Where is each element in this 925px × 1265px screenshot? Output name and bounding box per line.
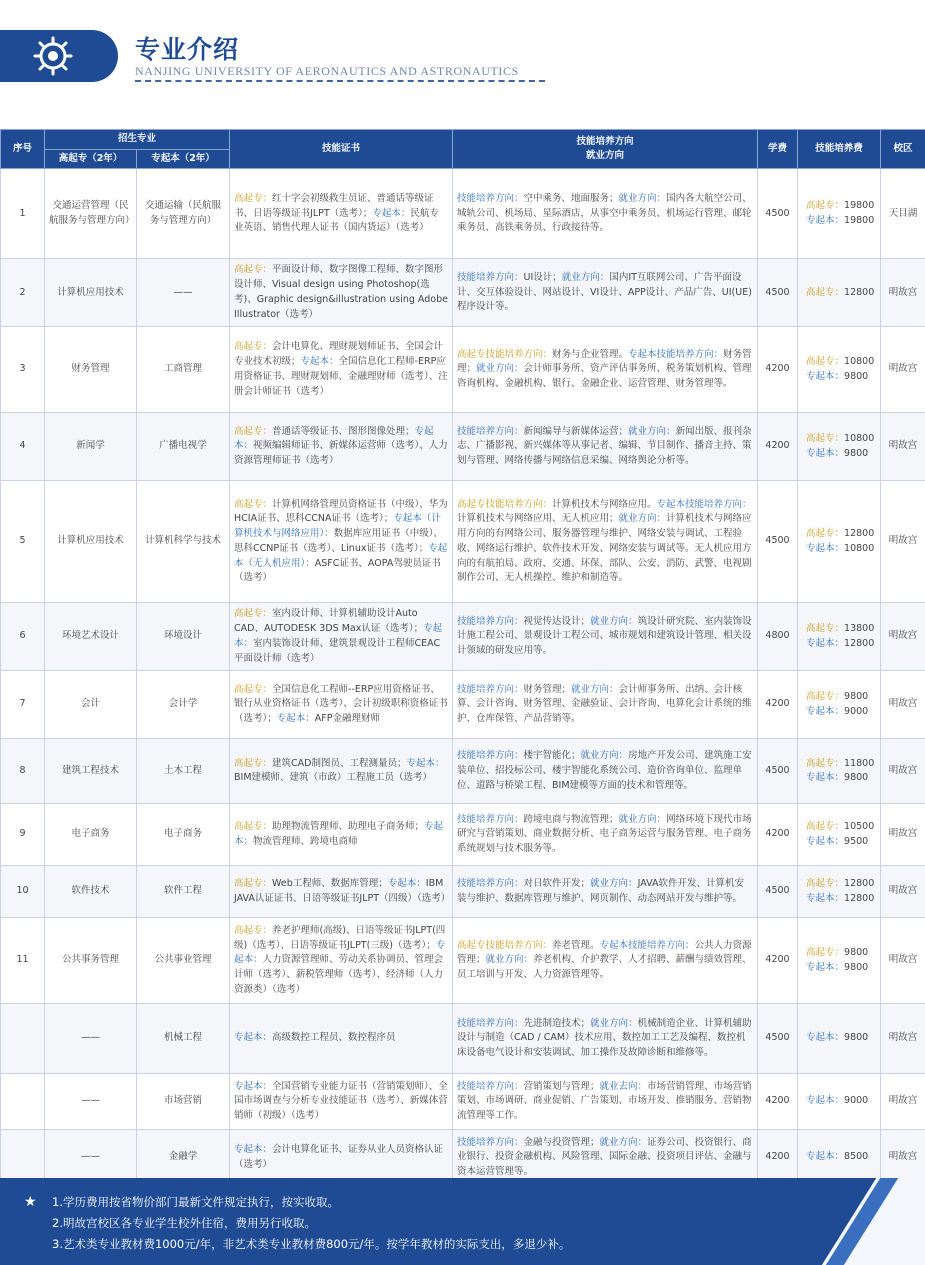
cell-campus: 明故宫 (881, 739, 925, 804)
col-header-fee: 学费 (758, 130, 798, 169)
cell-seq: 10 (1, 866, 45, 918)
col-header-seq: 序号 (1, 130, 45, 169)
cell-gaozhuan: 环境艺术设计 (45, 603, 137, 671)
cell-skill-fee (798, 1004, 881, 1074)
cell-direction: 技能培养方向：对日软件开发；就业方向：JAVA软件开发、计算机安装与维护、数据库管理与维护、网页制作、动态网站开发与维护等。 (453, 866, 758, 918)
cell-direction: 技能培养方向：金融与投资管理；就业方向：证券公司、投资银行、商业银行、投资金融机构、风险管理、国际金融、投资项目评估、金融与资本运营管理等。 (453, 1130, 758, 1186)
cell-fee: 4500 (758, 866, 798, 918)
cell-cert: 高起专：平面设计师、数字图像工程师、数字图形设计师、Visual design using Photoshop(选考)、Graphic design&illustration using Adobe Illustrator（选考） (230, 259, 453, 327)
title-divider (135, 80, 545, 82)
skill-fee-line: 专起本：9800 (806, 447, 869, 459)
skill-fee-line: 高起专：10500 (806, 821, 875, 833)
cell-gaozhuan: 电子商务 (45, 804, 137, 866)
footer-notes (24, 1192, 570, 1255)
page-title: 专业介绍 (135, 35, 240, 64)
skill-fee-line: 专起本：19800 (806, 214, 875, 226)
majors-table (0, 129, 925, 1186)
cell-campus: 明故宫 (881, 327, 925, 413)
cell-skill-fee (798, 259, 881, 327)
cell-campus: 明故宫 (881, 866, 925, 918)
cell-fee: 4200 (758, 327, 798, 413)
cell-fee: 4200 (758, 413, 798, 481)
cell-gaozhuan: 交通运营管理（民航服务与管理方向） (45, 169, 137, 259)
skill-fee-line: 专起本：9800 (806, 1032, 869, 1044)
cell-cert: 高起专：会计电算化、理财规划师证书、全国会计专业技术初级；专起本：全国信息化工程师-ERP应用资格证书、理财规划师、金融理财师（选考）、注册会计师证书（选考） (230, 327, 453, 413)
skill-fee-line: 专起本：9000 (806, 705, 869, 717)
cell-skill-fee (798, 481, 881, 603)
skill-fee-line: 专起本：9800 (806, 961, 869, 973)
col-header-gaozhuan: 高起专（2年） (45, 149, 137, 169)
skill-fee-line: 专起本：9500 (806, 835, 869, 847)
cell-campus: 明故宫 (881, 413, 925, 481)
cell-cert: 高起专：室内设计师、计算机辅助设计Auto CAD、AUTODESK 3DS Max认证（选考）；专起本：室内装饰设计师、建筑景观设计工程师CEAC平面设计师（选考） (230, 603, 453, 671)
cell-fee: 4500 (758, 481, 798, 603)
cell-cert: 专起本：高级数控工程员、数控程序员 (230, 1004, 453, 1074)
table-row (1, 327, 925, 413)
col-header-campus: 校区 (881, 130, 925, 169)
cell-campus: 天目湖 (881, 169, 925, 259)
cell-zhuanben: —— (137, 259, 230, 327)
cell-seq: 6 (1, 603, 45, 671)
cell-cert: 高起专：养老护理师(高级)、日语等级证书JLPT(四级)（选考）、日语等级证书JLPT(三级)（选考）；专起本：人力资源管理师、劳动关系协调员、管理会计师（选考）、薪税管理师（选考）、经济师（人力资源类）（选考） (230, 918, 453, 1004)
cell-direction: 技能培养方向：空中乘务、地面服务；就业方向：国内各大航空公司、城轨公司、机场局、星际酒店，从事空中乘务员、机场运行管理、邮轮乘务员、高铁乘务员、行政接待等。 (453, 169, 758, 259)
cell-skill-fee (798, 804, 881, 866)
cell-direction: 高起专技能培养方向：财务与企业管理。专起本技能培养方向：财务管理；就业方向：会计师事务所、资产评估事务所、税务策划机构、管理咨询机构、金融机构、银行、金融企业、运营管理、财务管理等。 (453, 327, 758, 413)
skill-fee-line: 高起专：10800 (806, 433, 875, 445)
table-row (1, 413, 925, 481)
cell-zhuanben: 土木工程 (137, 739, 230, 804)
footer-note-1: 1.学历费用按省物价部门最新文件规定执行，按实收取。 (52, 1195, 339, 1209)
cell-gaozhuan: 计算机应用技术 (45, 259, 137, 327)
table-row (1, 603, 925, 671)
cell-campus: 明故宫 (881, 1004, 925, 1074)
table-row (1, 671, 925, 739)
cell-cert: 高起专：全国信息化工程师--ERP应用资格证书、银行从业资格证书（选考）、会计初级职称资格证书（选考）；专起本：AFP金融理财师 (230, 671, 453, 739)
cell-direction: 技能培养方向：跨境电商与物流管理；就业方向：网络环境下现代市场研究与营销策划、商业数据分析、电子商务运营与服务管理、电子商务系统规划与技术服务等。 (453, 804, 758, 866)
table-row (1, 1004, 925, 1074)
skill-fee-line: 高起专：12800 (806, 286, 875, 298)
cell-zhuanben: 市场营销 (137, 1074, 230, 1130)
cell-skill-fee (798, 327, 881, 413)
cell-fee: 4500 (758, 259, 798, 327)
col-header-enroll: 招生专业 (45, 130, 230, 150)
cell-fee: 4200 (758, 1074, 798, 1130)
cell-fee: 4200 (758, 804, 798, 866)
cell-fee: 4800 (758, 603, 798, 671)
cell-seq (1, 1074, 45, 1130)
table-row (1, 259, 925, 327)
skill-fee-line: 专起本：9000 (806, 1095, 869, 1107)
cell-fee: 4200 (758, 1130, 798, 1186)
cell-cert: 专起本：会计电算化证书、证券从业人员资格认证（选考） (230, 1130, 453, 1186)
cell-cert: 高起专：计算机网络管理员资格证书（中级）、华为HCIA证书、思科CCNA证书（选考）；专起本（计算机技术与网络应用）：数据库应用证书（中级）、思科CCNP证书（选考）、Linux证书（选考）；专起本（无人机应用）：ASFC证书、AOPA驾驶员证书（选考） (230, 481, 453, 603)
cell-fee: 4500 (758, 169, 798, 259)
cell-zhuanben: 金融学 (137, 1130, 230, 1186)
skill-fee-line: 专起本：9800 (806, 370, 869, 382)
cell-direction: 技能培养方向：财务管理；就业方向：会计师事务所、出纳、会计核算、会计咨询、财务管理、金融验证、会计咨询、电算化会计系统的维护、仓库保管、产品营销等。 (453, 671, 758, 739)
cell-seq: 3 (1, 327, 45, 413)
cell-skill-fee (798, 866, 881, 918)
cell-gaozhuan: 软件技术 (45, 866, 137, 918)
table-row (1, 1074, 925, 1130)
cell-skill-fee (798, 1074, 881, 1130)
cell-seq: 2 (1, 259, 45, 327)
cell-gaozhuan: 计算机应用技术 (45, 481, 137, 603)
cell-cert: 专起本：全国营销专业能力证书（营销策划师）、全国市场调查与分析专业技能证书（选考）、新媒体营销师（初级）（选考） (230, 1074, 453, 1130)
cell-fee: 4500 (758, 739, 798, 804)
skill-fee-line: 高起专：19800 (806, 200, 875, 212)
col-header-zhuanben: 专起本（2年） (137, 149, 230, 169)
cell-gaozhuan: —— (45, 1130, 137, 1186)
star-icon: ★ (24, 1194, 37, 1210)
cell-cert: 高起专：助理物流管理师、助理电子商务师；专起本：物流管理师、跨境电商师 (230, 804, 453, 866)
cell-campus: 明故宫 (881, 1130, 925, 1186)
page-subtitle: NANJING UNIVERSITY OF AERONAUTICS AND ASTRONAUTICS (135, 64, 519, 78)
skill-fee-line: 专起本：9800 (806, 772, 869, 784)
col-header-direction (453, 130, 758, 169)
cell-seq: 8 (1, 739, 45, 804)
cell-zhuanben: 软件工程 (137, 866, 230, 918)
cell-campus: 明故宫 (881, 1074, 925, 1130)
cell-seq: 4 (1, 413, 45, 481)
logo-tab (0, 30, 118, 82)
skill-fee-line: 高起专：12800 (806, 878, 875, 890)
cell-campus: 明故宫 (881, 918, 925, 1004)
footer-note-2: 2.明故宫校区各专业学生校外住宿，费用另行收取。 (52, 1216, 316, 1230)
cell-direction: 技能培养方向：楼宇智能化；就业方向：房地产开发公司、建筑施工安装单位、招投标公司、楼宇智能化系统公司、造价咨询单位、监理单位、道路与桥梁工程、BIM建模等方面的技术和管理等。 (453, 739, 758, 804)
cell-direction: 技能培养方向：新闻编导与新媒体运营；就业方向：新闻出版、报刊杂志、广播影视、新兴媒体等从事记者、编辑、节目制作、播音主持、策划与管理、网络传播与网络信息采编、网络舆论分析等。 (453, 413, 758, 481)
cell-cert: 高起专：Web工程师、数据库管理；专起本：IBM JAVA认证证书、日语等级证书JLPT（四级）（选考） (230, 866, 453, 918)
cell-gaozhuan: 公共事务管理 (45, 918, 137, 1004)
table-row (1, 804, 925, 866)
cell-cert: 高起专：普通话等级证书、图形图像处理；专起本：视频编辑师证书、新媒体运营师（选考）、人力资源管理师证书（选考） (230, 413, 453, 481)
skill-fee-line: 高起专：9800 (806, 947, 869, 959)
cell-zhuanben: 机械工程 (137, 1004, 230, 1074)
cell-campus: 明故宫 (881, 671, 925, 739)
col-header-cert: 技能证书 (230, 130, 453, 169)
cell-direction: 高起专技能培养方向：养老管理。专起本技能培养方向：公共人力资源管理；就业方向：养老机构、介护教学、人才招聘、薪酬与绩效管理、员工培训与开发、人力资源管理等。 (453, 918, 758, 1004)
cell-seq: 7 (1, 671, 45, 739)
cell-campus: 明故宫 (881, 603, 925, 671)
footer-note-3: 3.艺术类专业教材费1000元/年，非艺术类专业教材费800元/年。按学年教材的实际支出，多退少补。 (52, 1237, 571, 1251)
skill-fee-line: 专起本：8500 (806, 1151, 869, 1163)
cell-fee: 4200 (758, 918, 798, 1004)
cell-skill-fee (798, 169, 881, 259)
cell-skill-fee (798, 918, 881, 1004)
cell-zhuanben: 计算机科学与技术 (137, 481, 230, 603)
table-row (1, 169, 925, 259)
cell-gaozhuan: 财务管理 (45, 327, 137, 413)
cell-direction: 技能培养方向：先进制造技术；就业方向：机械制造企业、计算机辅助设计与制造（CAD / CAM）技术应用、数控加工工艺及编程、数控机床设备电气设计和安装调试、加工操作及故障诊断和维修等。 (453, 1004, 758, 1074)
skill-fee-line: 高起专：13800 (806, 623, 875, 635)
table-row (1, 918, 925, 1004)
table-body (1, 169, 925, 1186)
cell-seq: 5 (1, 481, 45, 603)
cell-gaozhuan: 新闻学 (45, 413, 137, 481)
skill-fee-line: 专起本：12800 (806, 637, 875, 649)
cell-cert: 高起专：建筑CAD制图员、工程测量员；专起本：BIM建模师、建筑（市政）工程施工员（选考） (230, 739, 453, 804)
cell-gaozhuan: —— (45, 1004, 137, 1074)
cell-cert: 高起专：红十字会初级救生员证、普通话等级证书、日语等级证书JLPT（选考）；专起本：民航专业英语、销售代理人证书（国内货运）（选考） (230, 169, 453, 259)
col-header-direction-top: 技能培养方向 (576, 135, 634, 147)
cell-skill-fee (798, 603, 881, 671)
cell-zhuanben: 公共事业管理 (137, 918, 230, 1004)
table-row (1, 866, 925, 918)
skill-fee-line: 专起本：10800 (806, 542, 875, 554)
skill-fee-line: 高起专：11800 (806, 757, 875, 769)
cell-gaozhuan: 建筑工程技术 (45, 739, 137, 804)
cell-skill-fee (798, 739, 881, 804)
cell-direction: 高起专技能培养方向：计算机技术与网络应用。专起本技能培养方向：计算机技术与网络应用、无人机应用；就业方向：计算机技术与网络应用方向的有网络公司、服务器管理与维护、网络安装与调试、工程验收、网络运行维护、软件技术开发、网络安装与调试等。无人机应用方向的有航拍局、政府、交通、环保、部队、公安、消防、武警、电视剧制作公司、无人机操控、维护和制造等。 (453, 481, 758, 603)
table-row (1, 481, 925, 603)
cell-fee: 4500 (758, 1004, 798, 1074)
cell-seq: 9 (1, 804, 45, 866)
cell-gaozhuan: —— (45, 1074, 137, 1130)
university-logo-icon (30, 33, 76, 79)
cell-skill-fee (798, 413, 881, 481)
cell-direction: 技能培养方向：UI设计；就业方向：国内IT互联网公司、广告平面设计、交互体验设计、网站设计、VI设计、APP设计、产品广告、UI(UE)程序设计等。 (453, 259, 758, 327)
col-header-skill-fee: 技能培养费 (798, 130, 881, 169)
footer-notes-panel (0, 1178, 925, 1265)
cell-campus: 明故宫 (881, 481, 925, 603)
cell-direction: 技能培养方向：营销策划与管理；就业去向：市场营销管理、市场营销策划、市场调研、商业促销、广告策划、市场开发、推销服务、营销物流管理等工作。 (453, 1074, 758, 1130)
cell-direction: 技能培养方向：视觉传达设计；就业方向：筑设计研究院、室内装饰设计施工程公司、景观设计工程公司、城市规划和建筑设计管理、相关设计领域的研发应用等。 (453, 603, 758, 671)
col-header-direction-bottom: 就业方向 (586, 150, 625, 162)
cell-zhuanben: 电子商务 (137, 804, 230, 866)
cell-seq (1, 1004, 45, 1074)
cell-seq: 11 (1, 918, 45, 1004)
cell-zhuanben: 会计学 (137, 671, 230, 739)
cell-zhuanben: 交通运输（民航服务与管理方向） (137, 169, 230, 259)
skill-fee-line: 高起专：9800 (806, 691, 869, 703)
page-header (0, 0, 925, 125)
cell-fee: 4200 (758, 671, 798, 739)
cell-skill-fee (798, 671, 881, 739)
skill-fee-line: 专起本：12800 (806, 892, 875, 904)
cell-campus: 明故宫 (881, 259, 925, 327)
cell-seq: 1 (1, 169, 45, 259)
skill-fee-line: 高起专：12800 (806, 528, 875, 540)
cell-zhuanben: 环境设计 (137, 603, 230, 671)
table-row (1, 739, 925, 804)
cell-zhuanben: 广播电视学 (137, 413, 230, 481)
cell-zhuanben: 工商管理 (137, 327, 230, 413)
skill-fee-line: 高起专：10800 (806, 356, 875, 368)
cell-campus: 明故宫 (881, 804, 925, 866)
cell-gaozhuan: 会计 (45, 671, 137, 739)
